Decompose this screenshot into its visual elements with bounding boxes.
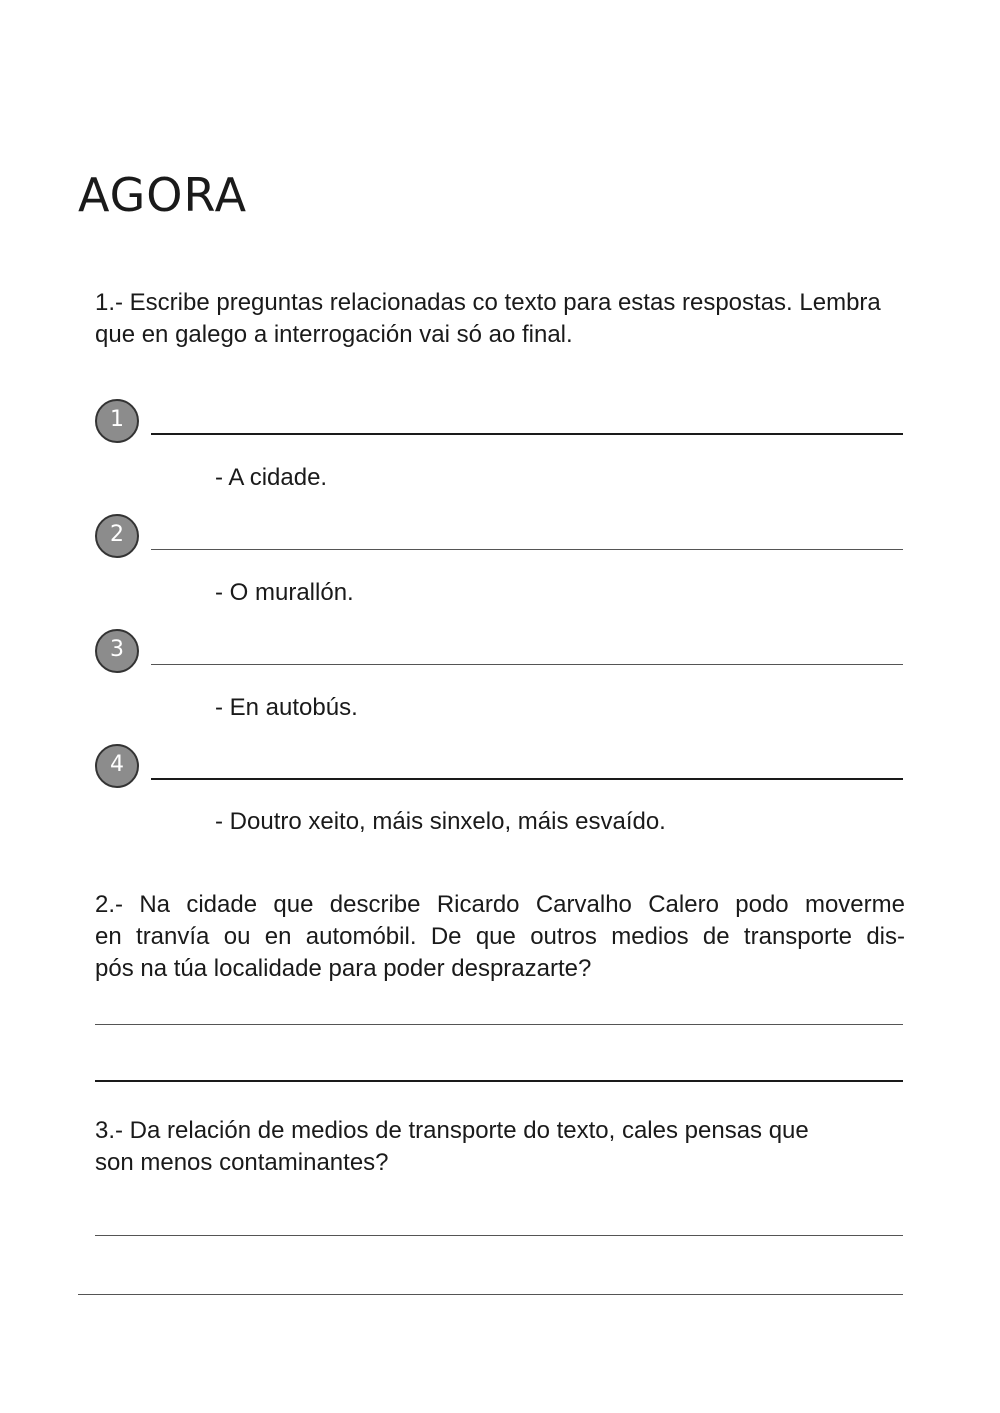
exercise-1-line: que en galego a interrogación vai só ao final. bbox=[95, 321, 573, 348]
exercise-3-line: son menos contaminantes? bbox=[95, 1149, 389, 1176]
question-answer-line[interactable] bbox=[151, 778, 903, 780]
question-number-badge: 2 bbox=[95, 514, 139, 558]
writing-line[interactable] bbox=[78, 1294, 903, 1295]
question-answer-line[interactable] bbox=[151, 664, 903, 665]
given-answer: - A cidade. bbox=[215, 464, 328, 491]
page-title: AGORA bbox=[78, 168, 248, 222]
exercise-3-question bbox=[95, 1115, 809, 1179]
given-answer: - Doutro xeito, máis sinxelo, máis esvaído. bbox=[215, 808, 666, 835]
exercise-2-question bbox=[95, 889, 905, 985]
question-number-badge: 4 bbox=[95, 744, 139, 788]
writing-line[interactable] bbox=[95, 1080, 903, 1082]
question-answer-line[interactable] bbox=[151, 549, 903, 550]
exercise-1-line: 1.- Escribe preguntas relacionadas co texto para estas respostas. Lembra bbox=[95, 289, 881, 316]
exercise-3-line: 3.- Da relación de medios de transporte do texto, cales pensas que bbox=[95, 1117, 809, 1144]
writing-line[interactable] bbox=[95, 1235, 903, 1236]
exercise-2-line: en tranvía ou en automóbil. De que outros medios de transporte dis- bbox=[95, 923, 905, 950]
given-answer: - En autobús. bbox=[215, 694, 358, 721]
question-answer-line[interactable] bbox=[151, 433, 903, 435]
question-number-badge: 3 bbox=[95, 629, 139, 673]
exercise-1-instructions bbox=[95, 287, 881, 351]
given-answer: - O murallón. bbox=[215, 579, 354, 606]
question-number-badge: 1 bbox=[95, 399, 139, 443]
writing-line[interactable] bbox=[95, 1024, 903, 1025]
exercise-2-line: 2.- Na cidade que describe Ricardo Carvalho Calero podo moverme bbox=[95, 891, 905, 918]
exercise-2-line: pós na túa localidade para poder desprazarte? bbox=[95, 955, 592, 982]
